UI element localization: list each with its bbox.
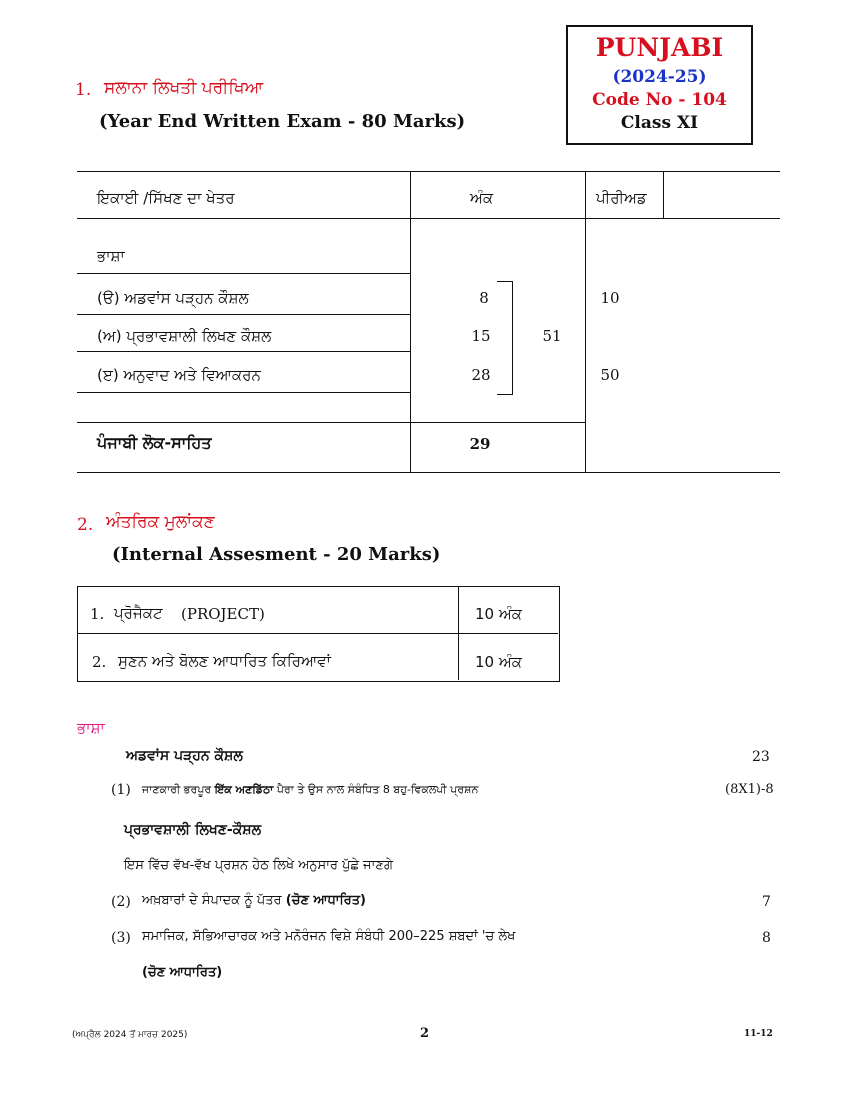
syllabus-heading: ਭਾਸ਼ਾ: [77, 719, 105, 737]
row-translation-label: (ੲ) ਅਨੁਵਾਦ ਅਤੇ ਵਿਆਕਰਨ: [97, 366, 261, 384]
reading-title: ਅਡਵਾਂਸ ਪੜ੍ਹਨ ਕੌਸ਼ਲ: [126, 748, 243, 764]
item2-num: (2): [111, 894, 131, 910]
section2-subtitle: (Internal Assesment - 20 Marks): [112, 544, 441, 565]
class-label: Class XI: [620, 113, 699, 133]
subject-code: Code No - 104: [592, 90, 727, 110]
row-writing-label: (ਅ) ਪ੍ਰਭਾਵਸ਼ਾਲੀ ਲਿਖਣ ਕੌਸ਼ਲ: [97, 327, 272, 345]
row-reading-periods: 10: [600, 289, 620, 307]
header-marks: ਅੰਕ: [470, 189, 494, 207]
session-label: (2024-25): [612, 67, 707, 87]
item3-marks: 8: [762, 930, 771, 946]
group-total-marks: 51: [542, 327, 562, 345]
t2-row1-num: 1.: [90, 605, 105, 623]
row-reading-label: (ੳ) ਅਡਵਾਂਸ ਪੜ੍ਹਨ ਕੌਸ਼ਲ: [97, 289, 249, 307]
item3-choice: (ਚੋਣ ਆਧਾਰਿਤ): [142, 965, 223, 980]
t2-row2-label: ਸੁਣਨ ਅਤੇ ਬੋਲਣ ਆਧਾਰਿਤ ਕਿਰਿਆਵਾਂ: [118, 652, 331, 670]
header-periods: ਪੀਰੀਅਡ: [596, 189, 647, 207]
row-reading-marks: 8: [479, 289, 489, 307]
writing-intro: ਇਸ ਵਿੱਚ ਵੱਖ-ਵੱਖ ਪ੍ਰਸ਼ਨ ਹੇਠ ਲਿਖੇ ਅਨੁਸਾਰ ਪੁੱਛੇ ਜਾਣਗੇ: [124, 858, 393, 873]
reading-marks: 23: [752, 749, 770, 765]
item1-text: ਜਾਣਕਾਰੀ ਭਰਪੂਰ ਇੱਕ ਅਣਡਿੱਠਾ ਪੈਰਾ ਤੇ ਉਸ ਨਾਲ ਸੰਬੰਧਿਤ 8 ਬਹੁ-ਵਿਕਲਪੀ ਪ੍ਰਸ਼ਨ: [142, 783, 479, 796]
item3-num: (3): [111, 930, 131, 946]
footer-date-range: (ਅਪ੍ਰੈਲ 2024 ਤੋਂ ਮਾਰਚ 2025): [72, 1030, 188, 1040]
item1-num: (1): [111, 782, 131, 798]
row-translation-marks: 28: [471, 366, 491, 384]
internal-assessment-table: [77, 586, 560, 682]
header-unit: ਇਕਾਈ /ਸਿੱਖਣ ਦਾ ਖੇਤਰ: [97, 189, 235, 207]
section1-number: 1.: [75, 80, 92, 100]
t2-row1-label: ਪ੍ਰੋਜੈਕਟ: [114, 604, 163, 622]
item3-text: ਸਮਾਜਿਕ, ਸੱਭਿਆਚਾਰਕ ਅਤੇ ਮਨੋਰੰਜਨ ਵਿਸ਼ੇ ਸੰਬੰਧੀ 200–225 ਸ਼ਬਦਾਂ 'ਚ ਲੇਖ: [142, 929, 516, 944]
item1-marks: (8X1)-8: [725, 782, 774, 797]
t2-row1-marks: 10 ਅੰਕ: [475, 605, 522, 623]
item2-text: ਅਖ਼ਬਾਰਾਂ ਦੇ ਸੰਪਾਦਕ ਨੂੰ ਪੱਤਰ (ਚੋਣ ਆਧਾਰਿਤ): [142, 893, 367, 908]
section2-title: ਅੰਤਰਿਕ ਮੁਲਾਂਕਣ: [106, 512, 215, 532]
t2-row1-label-en: (PROJECT): [181, 605, 265, 623]
t2-row2-num: 2.: [92, 653, 107, 671]
row-translation-periods: 50: [600, 366, 620, 384]
row-writing-marks: 15: [471, 327, 491, 345]
literature-label: ਪੰਜਾਬੀ ਲੋਕ-ਸਾਹਿਤ: [97, 433, 212, 452]
section2-number: 2.: [77, 515, 94, 535]
page-number: 2: [420, 1026, 430, 1041]
item2-marks: 7: [762, 894, 771, 910]
section1-title: ਸਲਾਨਾ ਲਿਖਤੀ ਪਰੀਖਿਆ: [104, 78, 264, 98]
section1-subtitle: (Year End Written Exam - 80 Marks): [99, 111, 466, 132]
language-heading: ਭਾਸ਼ਾ: [97, 247, 125, 265]
writing-title: ਪ੍ਰਭਾਵਸ਼ਾਲੀ ਲਿਖਣ-ਕੌਸ਼ਲ: [124, 822, 262, 838]
subject-header-box: [566, 25, 753, 145]
t2-row2-marks: 10 ਅੰਕ: [475, 653, 522, 671]
literature-marks: 29: [469, 435, 491, 453]
subject-title: PUNJABI: [595, 33, 724, 62]
footer-grade: 11-12: [744, 1029, 773, 1039]
marks-bracket: [497, 281, 513, 395]
